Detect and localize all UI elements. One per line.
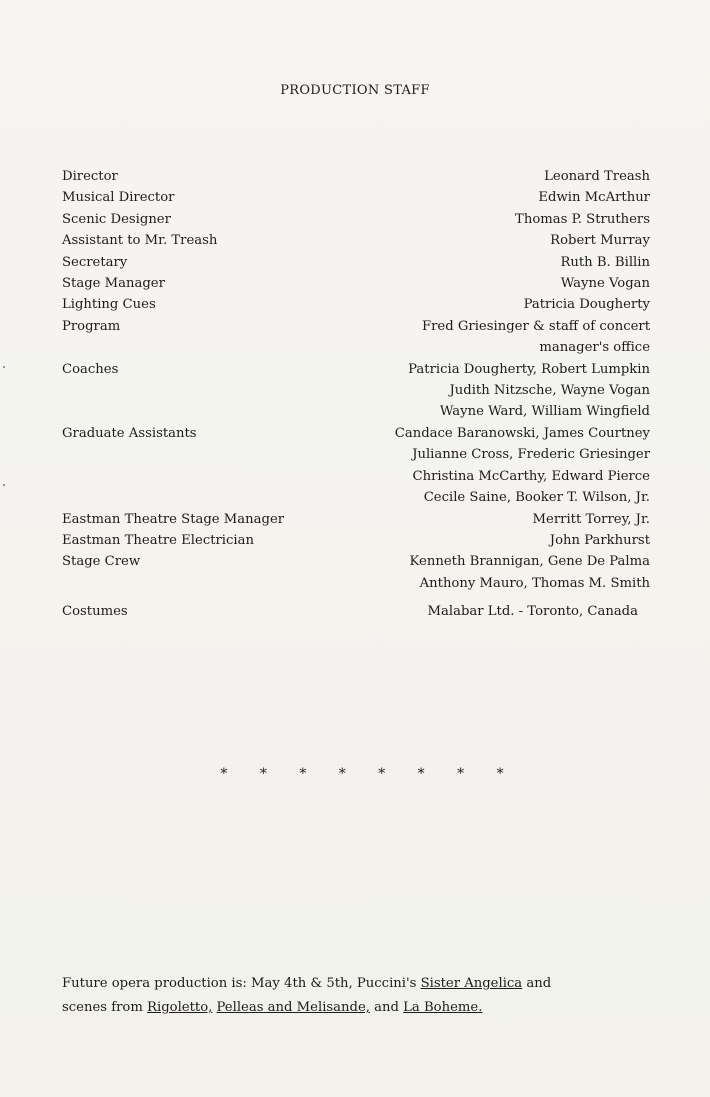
work-rigoletto: Rigoletto, [147,1000,213,1015]
staff-list [62,166,650,623]
staff-role: Lighting Cues [62,297,156,313]
staff-name-line: manager's office [539,340,650,356]
staff-role: Eastman Theatre Stage Manager [62,511,285,527]
staff-row [62,316,650,359]
staff-row [62,423,650,509]
staff-role: Director [62,169,118,184]
staff-role: Graduate Assistants [62,425,197,441]
staff-name-line: Merritt Torrey, Jr. [532,511,650,527]
staff-role: Stage Crew [62,554,141,570]
staff-row [62,601,650,622]
staff-names [408,359,650,423]
staff-row [62,530,650,551]
staff-role: Assistant to Mr. Treash [62,233,218,249]
staff-row [62,187,650,208]
footer-and: and [522,976,552,991]
staff-names [544,166,650,187]
staff-name-line: Anthony Mauro, Thomas M. Smith [419,575,650,591]
staff-row [62,359,650,423]
footer-intro: Future opera production is: May 4th & 5th, Puccini's [62,976,421,991]
staff-row [62,294,650,315]
staff-role: Program [62,318,121,334]
footer-and-2: and [369,1000,404,1015]
staff-name-line: Ruth B. Billin [560,254,650,270]
paper-speck [3,484,5,486]
staff-name-line: Thomas P. Struthers [515,211,650,227]
staff-names [533,509,650,530]
staff-row [62,509,650,530]
staff-names [422,316,650,359]
staff-name-line: John Parkhurst [549,532,650,548]
staff-row [62,166,650,187]
staff-names [550,230,650,251]
staff-names [538,187,650,208]
staff-role: Coaches [62,361,119,377]
staff-role: Stage Manager [62,276,165,292]
staff-role: Costumes [62,604,128,620]
page-title: PRODUCTION STAFF [280,83,430,98]
staff-names [550,530,650,551]
staff-name-line: Wayne Ward, William Wingfield [439,404,650,420]
future-production-note [62,972,652,1020]
staff-name-line: Fred Griesinger & staff of concert [421,318,650,334]
footer-line-2 [62,996,652,1020]
work-sister-angelica: Sister Angelica [420,976,523,991]
staff-names [561,273,650,294]
staff-name-line: Edwin McArthur [538,190,650,206]
footer-line-1 [62,972,652,996]
staff-names [428,601,650,622]
staff-name-line: Wayne Vogan [560,276,650,292]
staff-name-line: Robert Murray [550,233,650,249]
work-pelleas: Pelleas and Melisande, [216,1000,370,1015]
paper-speck [3,366,5,368]
staff-names [524,294,650,315]
work-la-boheme: La Boheme. [403,1000,483,1015]
staff-names [395,423,650,509]
staff-role: Eastman Theatre Electrician [62,532,254,548]
footer-scenes-from: scenes from [62,1000,148,1015]
staff-row [62,252,650,273]
staff-name-line: Patricia Dougherty [523,297,650,313]
staff-role: Musical Director [62,190,175,206]
staff-names [410,551,650,594]
staff-row [62,551,650,594]
staff-names [515,209,650,230]
staff-name-line: Malabar Ltd. - Toronto, Canada [427,604,638,620]
separator-stars: * * * * * * * * [220,766,518,782]
staff-name-line: Cecile Saine, Booker T. Wilson, Jr. [423,490,650,506]
staff-name-line: Kenneth Brannigan, Gene De Palma [409,554,650,570]
staff-name-line: Julianne Cross, Frederic Griesinger [412,447,650,463]
staff-row [62,209,650,230]
staff-name-line: Leonard Treash [544,169,650,184]
staff-name-line: Candace Baranowski, James Courtney [394,425,650,441]
staff-names [560,252,650,273]
staff-row [62,230,650,251]
staff-row [62,273,650,294]
staff-name-line: Judith Nitzsche, Wayne Vogan [449,383,650,399]
staff-name-line: Patricia Dougherty, Robert Lumpkin [408,361,650,377]
staff-role: Scenic Designer [62,211,171,227]
staff-name-line: Christina McCarthy, Edward Pierce [412,468,650,484]
staff-role: Secretary [62,254,128,270]
